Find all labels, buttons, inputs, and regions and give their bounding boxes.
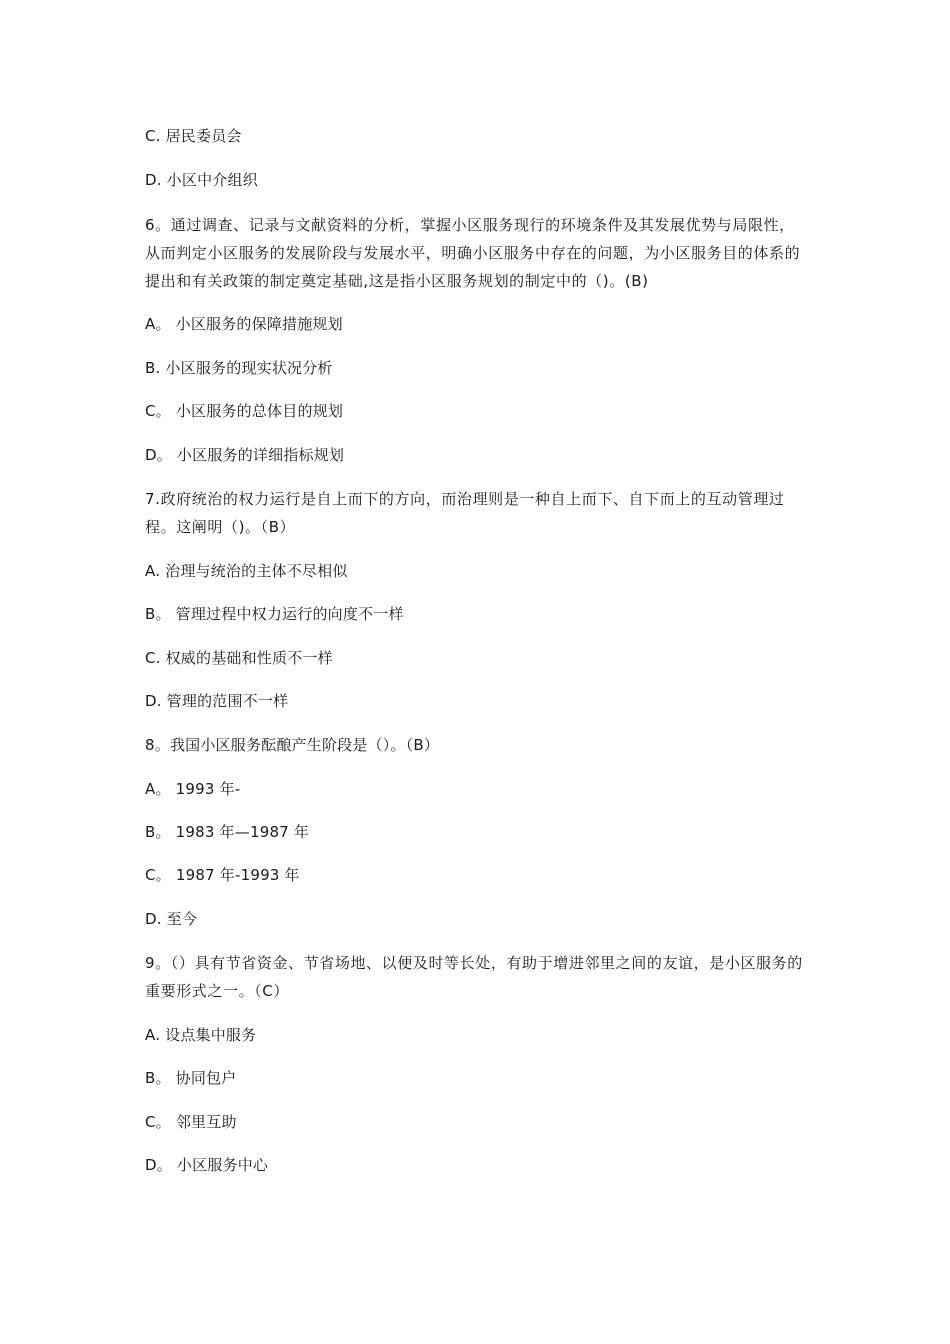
q9-option-c: C。 邻里互助 [145, 1113, 237, 1131]
q6-option-b: B. 小区服务的现实状况分析 [145, 359, 333, 377]
question-7: 7.政府统治的权力运行是自上而下的方向，而治理则是一种自上而下、自下而上的互动管理过程。这阐明（)。（B） [145, 490, 785, 536]
q7-option-a: A. 治理与统治的主体不尽相似 [145, 562, 348, 580]
q7-option-b: B。 管理过程中权力运行的向度不一样 [145, 605, 404, 623]
question-6: 6。通过调查、记录与文献资料的分析，掌握小区服务现行的环境条件及其发展优势与局限性，从而判定小区服务的发展阶段与发展水平，明确小区服务中存在的问题，为小区服务目的体系的提出和有关政策的制定奠定基础,这是指小区服务规划的制定中的（)。(B) [145, 216, 801, 290]
q7-option-d: D. 管理的范围不一样 [145, 692, 289, 710]
q7-option-c: C. 权威的基础和性质不一样 [145, 649, 333, 667]
q6-option-c: C。 小区服务的总体目的规划 [145, 402, 344, 420]
question-8: 8。我国小区服务酝酿产生阶段是（）。（B） [145, 736, 440, 754]
q6-option-a: A。 小区服务的保障措施规划 [145, 315, 343, 333]
question-9: 9。（）具有节省资金、节省场地、以便及时等长处，有助于增进邻里之间的友谊，是小区服务的重要形式之一。（C） [145, 954, 803, 1000]
q9-option-b: B。 协同包户 [145, 1069, 237, 1087]
q6-option-d: D。 小区服务的详细指标规划 [145, 446, 345, 464]
q8-option-c: C。 1987 年-1993 年 [145, 866, 300, 884]
option-d-intermediary-org: D. 小区中介组织 [145, 171, 258, 189]
option-c-residents-committee: C. 居民委员会 [145, 127, 242, 145]
q8-option-b: B。 1983 年—1987 年 [145, 823, 310, 841]
q9-option-a: A. 设点集中服务 [145, 1026, 257, 1044]
q8-option-d: D. 至今 [145, 910, 198, 928]
q8-option-a: A。 1993 年- [145, 780, 241, 798]
q9-option-d: D。 小区服务中心 [145, 1156, 269, 1174]
